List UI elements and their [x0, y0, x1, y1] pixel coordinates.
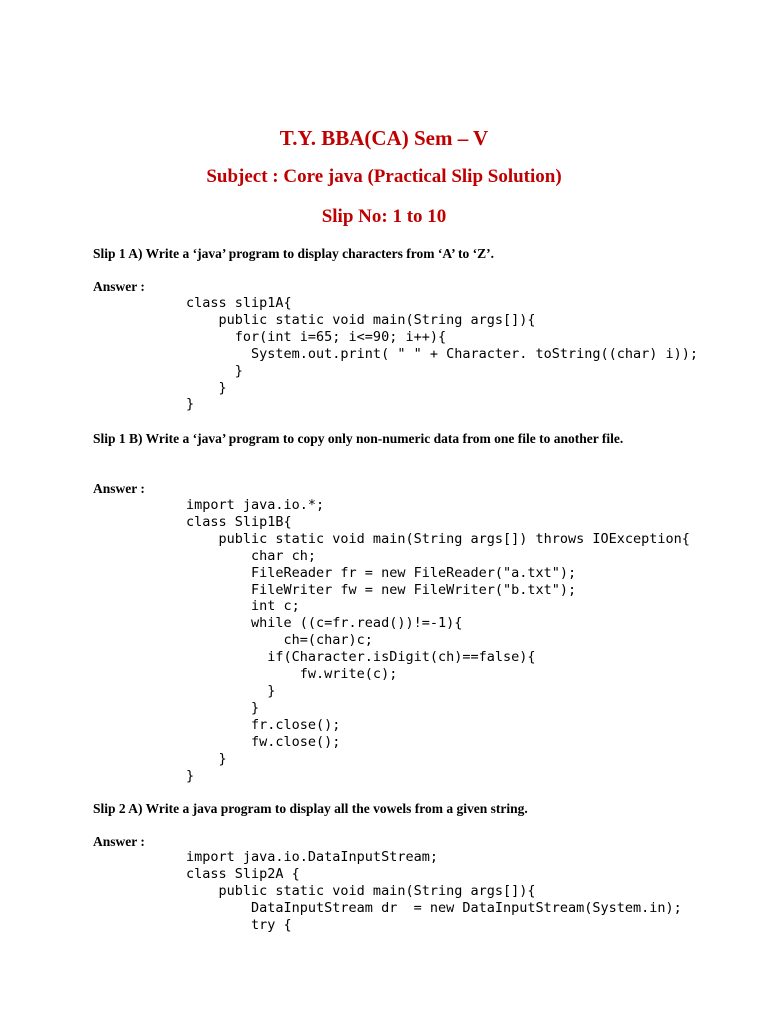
slip-1a-question: Slip 1 A) Write a ‘java’ program to display characters from ‘A’ to ‘Z’. [93, 246, 494, 261]
document-title: T.Y. BBA(CA) Sem – V [279, 126, 489, 150]
slip-1a-code: class slip1A{ public static void main(String args[]){ for(int i=65; i<=90; i++){ System.out.print( " " + Character. toString((char) i)); } } } [186, 295, 699, 413]
slip-2a-code: import java.io.DataInputStream; class Slip2A { public static void main(String args[]){ DataInputStream dr = new DataInputStream(System.in); try { [186, 849, 682, 933]
slip-1b-answer-label: Answer : [93, 481, 145, 496]
slip-2a-answer-label: Answer : [93, 834, 145, 849]
slip-1b-code: import java.io.*; class Slip1B{ public static void main(String args[]) throws IOException{ char ch; FileReader fr = new FileReader("a.txt"); FileWriter fw = new FileWriter("b.txt"); int c; while ((c=fr.read())!=-1){ ch=(char)c; if(Character.isDigit(ch)==false){ fw.write(c); } } fr.close(); fw.close(); } } [186, 497, 690, 784]
slip-1a-answer-label: Answer : [93, 279, 145, 294]
document-subject: Subject : Core java (Practical Slip Solution) [206, 166, 562, 187]
slip-1b-question: Slip 1 B) Write a ‘java’ program to copy only non-numeric data from one file to another file. [93, 431, 624, 446]
slip-2a-question: Slip 2 A) Write a java program to display all the vowels from a given string. [93, 801, 528, 816]
slip-range: Slip No: 1 to 10 [321, 206, 447, 227]
